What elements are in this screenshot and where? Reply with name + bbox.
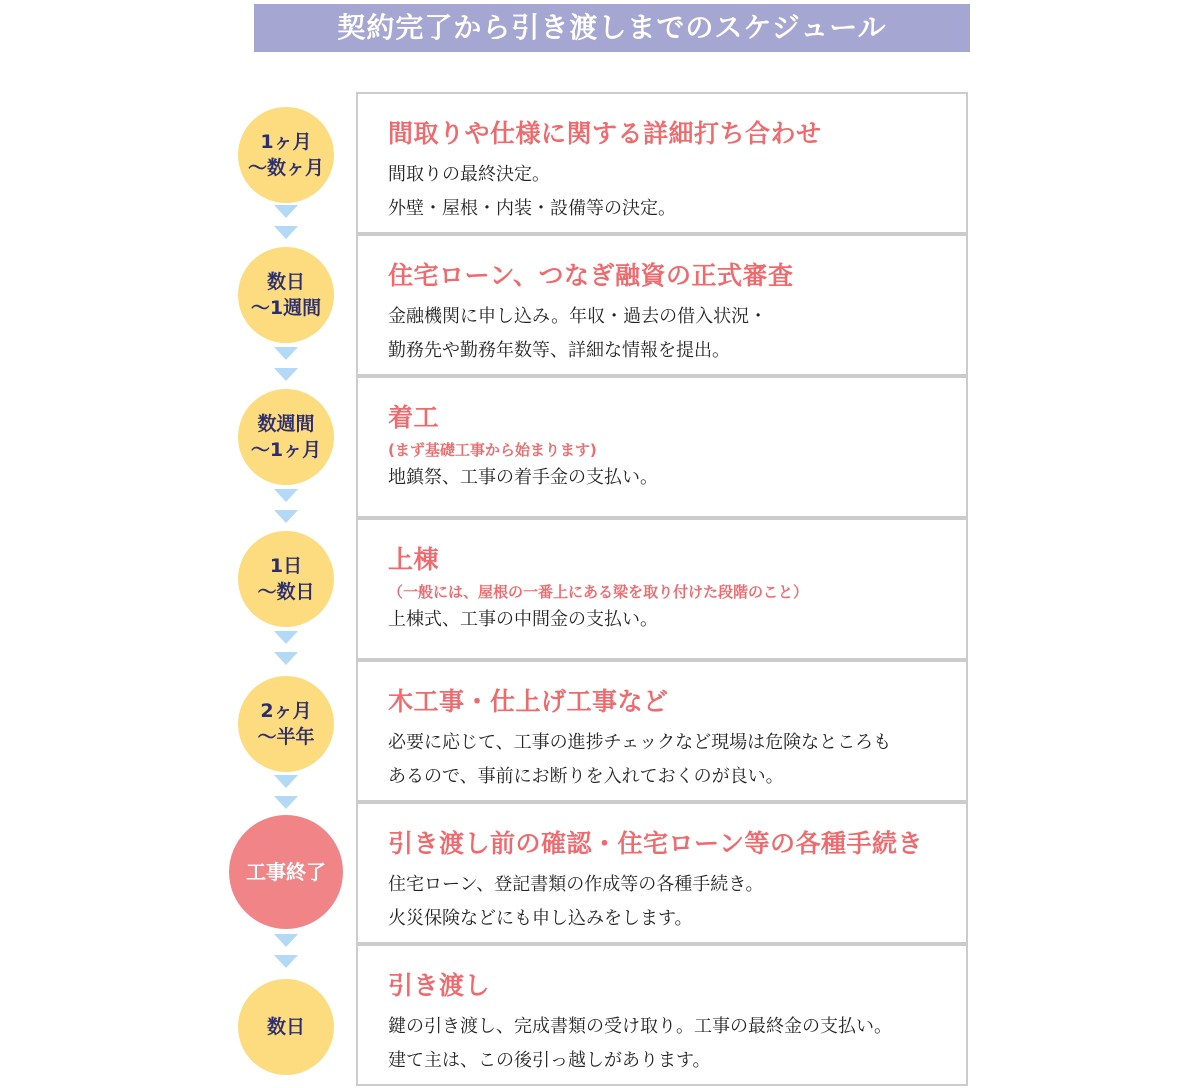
step-box-3 (356, 376, 968, 518)
period-line: ～半年 (257, 726, 315, 748)
step-title: 木工事・仕上げ工事など (388, 687, 669, 716)
step-box-7 (356, 944, 968, 1086)
schedule-title: 契約完了から引き渡しまでのスケジュール (254, 4, 970, 52)
period-circle-7 (238, 979, 334, 1075)
step-title: 引き渡し (388, 971, 491, 1000)
period-line: 工事終了 (246, 860, 326, 884)
description-line: 勤務先や勤務年数等、詳細な情報を提出。 (388, 340, 730, 361)
down-arrow-icon (274, 368, 298, 381)
down-arrow-icon (274, 631, 298, 644)
down-arrow-icon (274, 652, 298, 665)
period-circle-5 (238, 676, 334, 772)
description-line: 上棟式、工事の中間金の支払い。 (388, 609, 658, 630)
description-line: あるので、事前にお断りを入れておくのが良い。 (388, 766, 784, 787)
period-circle-1 (238, 107, 334, 203)
period-line: 数日 (266, 1016, 305, 1038)
description-line: 必要に応じて、工事の進捗チェックなど現場は危険なところも (388, 732, 892, 753)
period-circle-3 (238, 389, 334, 485)
description-line: 鍵の引き渡し、完成書類の受け取り。工事の最終金の支払い。 (388, 1016, 892, 1037)
period-circle-2 (238, 247, 334, 343)
step-subtitle: （一般には、屋根の一番上にある梁を取り付けた段階のこと） (388, 583, 809, 601)
step-box-6 (356, 802, 968, 944)
step-description (388, 868, 763, 936)
period-line: 1日 (269, 555, 303, 577)
step-title: 住宅ローン、つなぎ融資の正式審査 (388, 261, 794, 290)
down-arrow-icon (274, 934, 298, 947)
description-line: 住宅ローン、登記書類の作成等の各種手続き。 (388, 874, 764, 895)
step-box-1 (356, 92, 968, 234)
step-box-4 (356, 518, 968, 660)
step-title: 上棟 (388, 545, 440, 574)
step-description (388, 300, 767, 368)
description-line: 地鎮祭、工事の着手金の支払い。 (388, 467, 658, 488)
description-line: 間取りの最終決定。 (388, 164, 550, 185)
down-arrow-icon (274, 510, 298, 523)
period-circle-4 (238, 531, 334, 627)
period-line: 数日 (266, 271, 305, 293)
step-description (388, 603, 658, 637)
down-arrow-icon (274, 489, 298, 502)
down-arrow-icon (274, 347, 298, 360)
step-box-5 (356, 660, 968, 802)
period-line: ～1週間 (250, 297, 322, 319)
construction-end-circle (229, 815, 343, 929)
step-description (388, 726, 891, 794)
description-line: 金融機関に申し込み。年収・過去の借入状況・ (388, 306, 768, 327)
period-line: 数週間 (257, 413, 315, 435)
step-description (388, 1010, 892, 1078)
step-title: 間取りや仕様に関する詳細打ち合わせ (388, 119, 822, 148)
step-subtitle: (まず基礎工事から始まります) (388, 441, 597, 459)
step-title: 引き渡し前の確認・住宅ローン等の各種手続き (388, 829, 924, 858)
description-line: 火災保険などにも申し込みをします。 (388, 908, 693, 929)
step-description (388, 461, 658, 495)
down-arrow-icon (274, 205, 298, 218)
period-line: ～数日 (257, 581, 315, 603)
description-line: 外壁・屋根・内装・設備等の決定。 (388, 198, 676, 219)
down-arrow-icon (274, 955, 298, 968)
period-line: ～数ヶ月 (247, 157, 324, 179)
description-line: 建て主は、この後引っ越しがあります。 (388, 1050, 711, 1071)
step-title: 着工 (388, 403, 440, 432)
period-line: 2ヶ月 (260, 700, 312, 722)
period-line: ～1ヶ月 (250, 439, 322, 461)
period-line: 1ヶ月 (260, 131, 312, 153)
down-arrow-icon (274, 226, 298, 239)
down-arrow-icon (274, 796, 298, 809)
step-description (388, 158, 676, 226)
down-arrow-icon (274, 775, 298, 788)
step-box-2 (356, 234, 968, 376)
